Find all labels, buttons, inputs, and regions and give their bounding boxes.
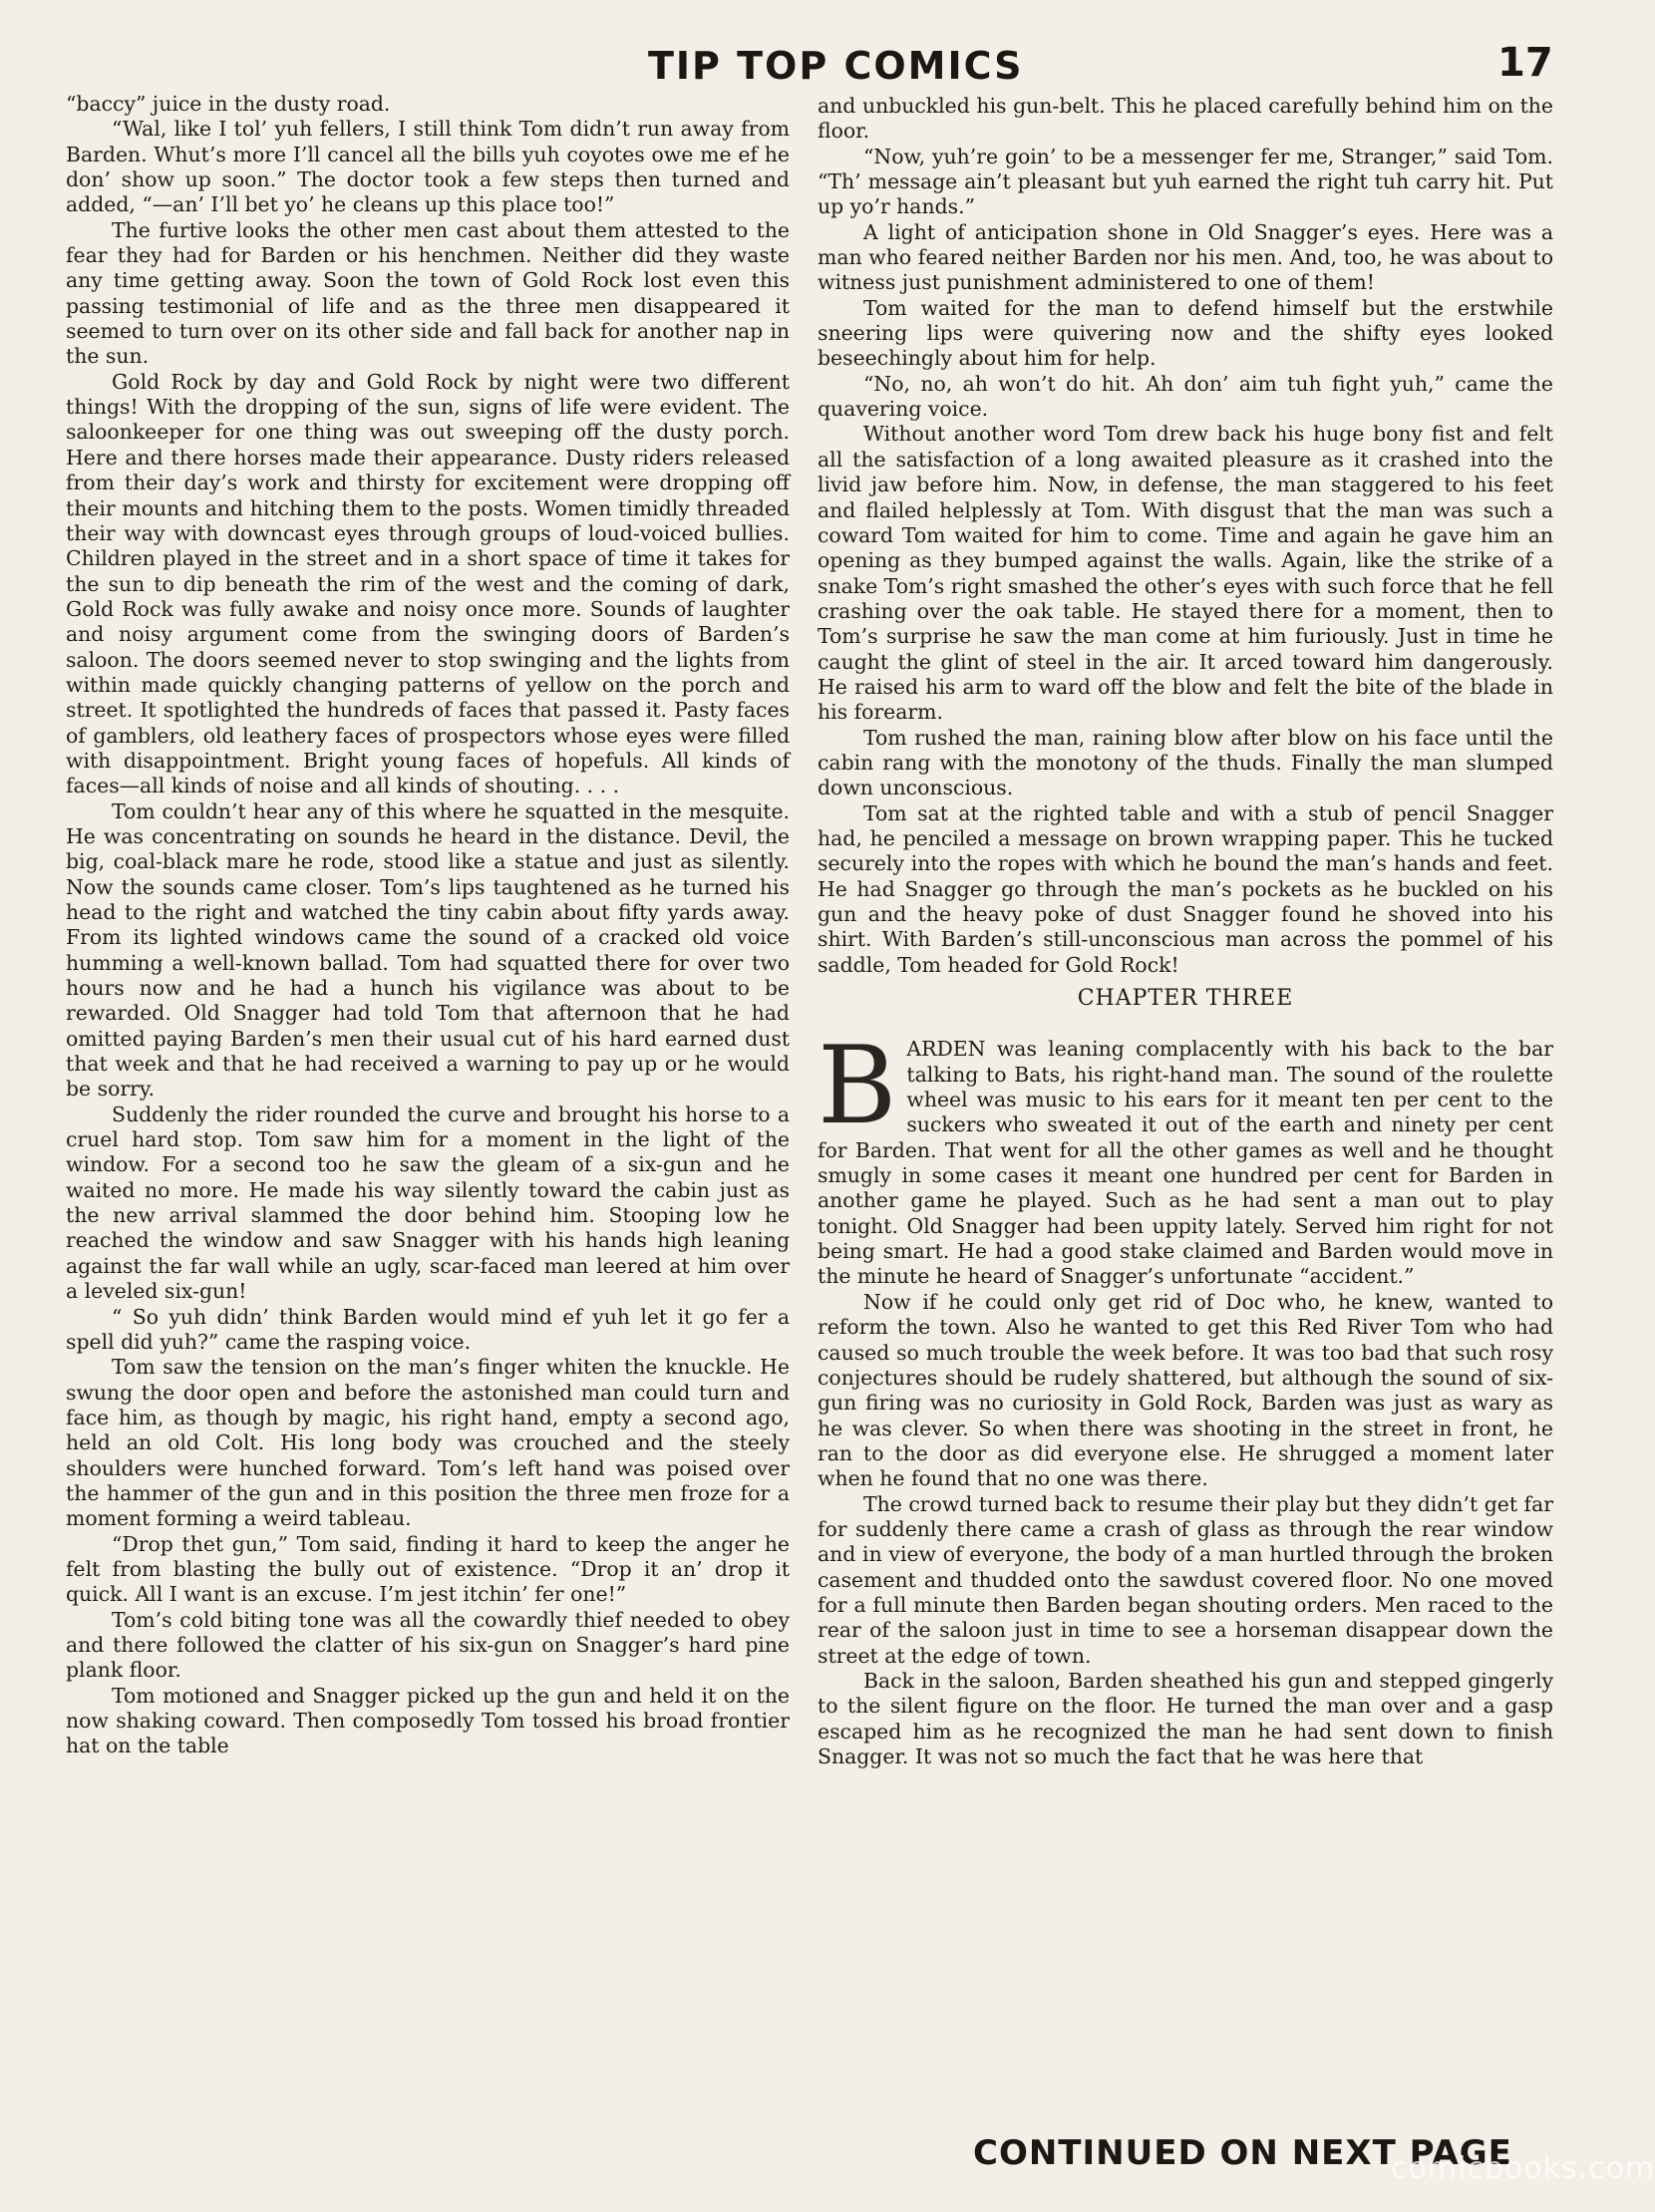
paragraph: “baccy” juice in the dusty road.	[66, 92, 391, 116]
paragraph: Suddenly the rider rounded the curve and brought his horse to a cruel hard stop. Tom saw him for a moment in the light of the window. For a second too he saw the gleam of a six-gun and he waited no more. He made his way silently toward the cabin just as the new arrival slammed the door behind him. Stooping low he reached the window and saw Snagger with his hands high leaning against the far wall while an ugly, scar-faced man leered at him over a leveled six-gun!	[66, 1102, 790, 1304]
drop-cap-paragraph-text: ARDEN was leaning complacently with his back to the bar talking to Bats, his right-hand man. The sound of the roulette wheel was music to his ears for it meant ten per cent to the suckers who sweated it out of the earth and ninety per cent for Barden. That went for all the other games as well and he thought smugly in some cases it meant one hundred per cent for Barden in another game he played. Such as he had sent a man out to play tonight. Old Snagger had been uppity lately. Served him right for not being smart. He had a good stake claimed and Barden would move in the minute he heard of Snagger’s unfortunate “accident.”	[818, 1037, 1553, 1289]
left-column	[66, 92, 790, 1759]
paragraph: Tom couldn’t hear any of this where he squatted in the mesquite. He was concentrating on sounds he heard in the distance. Devil, the big, coal-black mare he rode, stood like a statue and just as silently. Now the sounds came closer. Tom’s lips taughtened as he turned his head to the right and watched the tiny cabin about fifty yards away. From its lighted windows came the sound of a cracked old voice humming a well-known ballad. Tom had squatted there for over two hours now and he had a hunch his vigilance was about to be rewarded. Old Snagger had told Tom that afternoon that he had omitted paying Barden’s men their usual cut of his hard earned dust that week and that he had received a warning to pay up or he would be sorry.	[66, 798, 790, 1102]
paragraph: Tom sat at the righted table and with a stub of pencil Snagger had, he penciled a message on brown wrapping paper. This he tucked securely into the ropes with which he bound the man’s hands and feet. He had Snagger go through the man’s pockets as he buckled on his gun and the heavy poke of dust Snagger found he shoved into his shirt. With Barden’s still-unconscious man across the pommel of his saddle, Tom headed for Gold Rock!	[818, 800, 1553, 977]
paragraph: Tom waited for the man to defend himself but the erstwhile sneering lips were quivering now and the shifty eyes looked beseechingly about him for help.	[818, 295, 1553, 371]
continued-notice: CONTINUED ON NEXT PAGE	[973, 2133, 1512, 2173]
paragraph: Back in the saloon, Barden sheathed his gun and stepped gingerly to the silent figure on the floor. He turned the man over and a gasp escaped him as he recognized the man he had sent down to finish Snagger. It was not so much the fact that he was here that	[818, 1668, 1553, 1768]
paragraph: “Wal, like I tol’ yuh fellers, I still think Tom didn’t run away from Barden. Whut’s more I’ll cancel all the bills yuh coyotes owe me ef he don’ show up soon.” The doctor took a few steps then turned and added, “—an’ I’ll bet yo’ he cleans up this place too!”	[66, 117, 790, 217]
page-number: 17	[1497, 40, 1553, 86]
paragraph: Tom’s cold biting tone was all the cowardly thief needed to obey and there followed the clatter of his six-gun on Snagger’s hard pine plank floor.	[66, 1607, 790, 1683]
right-column	[818, 94, 1553, 1769]
paragraph: Gold Rock by day and Gold Rock by night were two different things! With the dropping of the sun, signs of life were evident. The saloonkeeper for one thing was out sweeping off the dusty porch. Here and there horses made their appearance. Dusty riders released from their day’s work and thirsty for excitement were dropping off their mounts and hitching them to the posts. Women timidly threaded their way with downcast eyes through groups of loud-voiced bullies. Children played in the street and in a short space of time it takes for the sun to dip beneath the rim of the west and the coming of dark, Gold Rock was fully awake and noisy once more. Sounds of laughter and noisy argument come from the swinging doors of Barden’s saloon. The doors seemed never to stop swinging and the lights from within made quickly changing patterns of yellow on the porch and street. It spotlighted the hundreds of faces that passed it. Pasty faces of gamblers, old leathery faces of prospectors whose eyes were filled with disappointment. Bright young faces of hopefuls. All kinds of faces—all kinds of noise and all kinds of shouting. . . .	[66, 369, 790, 798]
paragraph: “ So yuh didn’ think Barden would mind ef yuh let it go fer a spell did yuh?” came the rasping voice.	[66, 1304, 790, 1354]
magazine-title: TIP TOP COMICS	[648, 44, 1024, 88]
paragraph: “No, no, ah won’t do hit. Ah don’ aim tuh fight yuh,” came the quavering voice.	[818, 371, 1553, 422]
paragraph: “Drop thet gun,” Tom said, finding it hard to keep the anger he felt from blasting the bully out of existence. “Drop it an’ drop it quick. All I want is an excuse. I’m jest itchin’ fer one!”	[66, 1531, 790, 1607]
paragraph: The crowd turned back to resume their play but they didn’t get far for suddenly there came a crash of glass as through the rear window and in view of everyone, the body of a man hurtled through the broken casement and thudded onto the sawdust covered floor. No one moved for a full minute then Barden began shouting orders. Men raced to the rear of the saloon just in time to see a horseman disappear down the street at the edge of town.	[818, 1491, 1553, 1668]
paragraph: Tom saw the tension on the man’s finger whiten the knuckle. He swung the door open and before the astonished man could turn and face him, as though by magic, his right hand, empty a second ago, held an old Colt. His long body was crouched and the steely shoulders were hunched forward. Tom’s left hand was poised over the hammer of the gun and in this position the three men froze for a moment forming a weird tableau.	[66, 1355, 790, 1531]
paragraph: Without another word Tom drew back his huge bony fist and felt all the satisfaction of a long awaited pleasure as it crashed into the livid jaw before him. Now, in defense, the man staggered to his feet and flailed helplessly at Tom. With disgust that the man was such a coward Tom waited for him to come. Time and again he gave him an opening as they bumped against the walls. Again, like the strike of a snake Tom’s right smashed the other’s eyes with such force that he fell crashing over the oak table. He stayed there for a moment, then to Tom’s surprise he saw the man come at him furiously. Just in time he caught the glint of steel in the air. It arced toward him dangerously. He raised his arm to ward off the blow and felt the bite of the blade in his forearm.	[818, 422, 1553, 725]
paragraph: The furtive looks the other men cast about them attested to the fear they had for Barden or his henchmen. Neither did they waste any time getting away. Soon the town of Gold Rock lost even this passing testimonial of life and as the three men disappeared it seemed to turn over on its other side and fall back for another nap in the sun.	[66, 217, 790, 369]
paragraph: Tom motioned and Snagger picked up the gun and held it on the now shaking coward. Then composedly Tom tossed his broad frontier hat on the table	[66, 1683, 790, 1758]
paragraph: Tom rushed the man, raining blow after blow on his face until the cabin rang with the monotony of the thuds. Finally the man slumped down unconscious.	[818, 725, 1553, 800]
chapter-opening-paragraph	[818, 1024, 1553, 1289]
chapter-heading: CHAPTER THREE	[1077, 986, 1294, 1012]
paragraph: and unbuckled his gun-belt. This he placed carefully behind him on the floor.	[818, 94, 1553, 144]
paragraph: “Now, yuh’re goin’ to be a messenger fer me, Stranger,” said Tom. “Th’ message ain’t pleasant but yuh earned the right tuh carry hit. Put up yo’r hands.”	[818, 144, 1553, 219]
site-watermark: comicbooks.com	[1391, 2151, 1655, 2186]
paragraph: Now if he could only get rid of Doc who, he knew, wanted to reform the town. Also he wanted to get this Red River Tom who had caused so much trouble the week before. It was too bad that such rosy conjectures should be rudely shattered, but although the sound of six-gun firing was no curiosity in Gold Rock, Barden was just as wary as he was clever. So when there was shooting in the street in front, he ran to the door as did everyone else. He shrugged a moment later when he found that no one was there.	[818, 1289, 1553, 1491]
paragraph: A light of anticipation shone in Old Snagger’s eyes. Here was a man who feared neither Barden nor his men. And, too, he was about to witness just punishment administered to one of them!	[818, 219, 1553, 295]
drop-cap-letter: B	[818, 1024, 897, 1149]
